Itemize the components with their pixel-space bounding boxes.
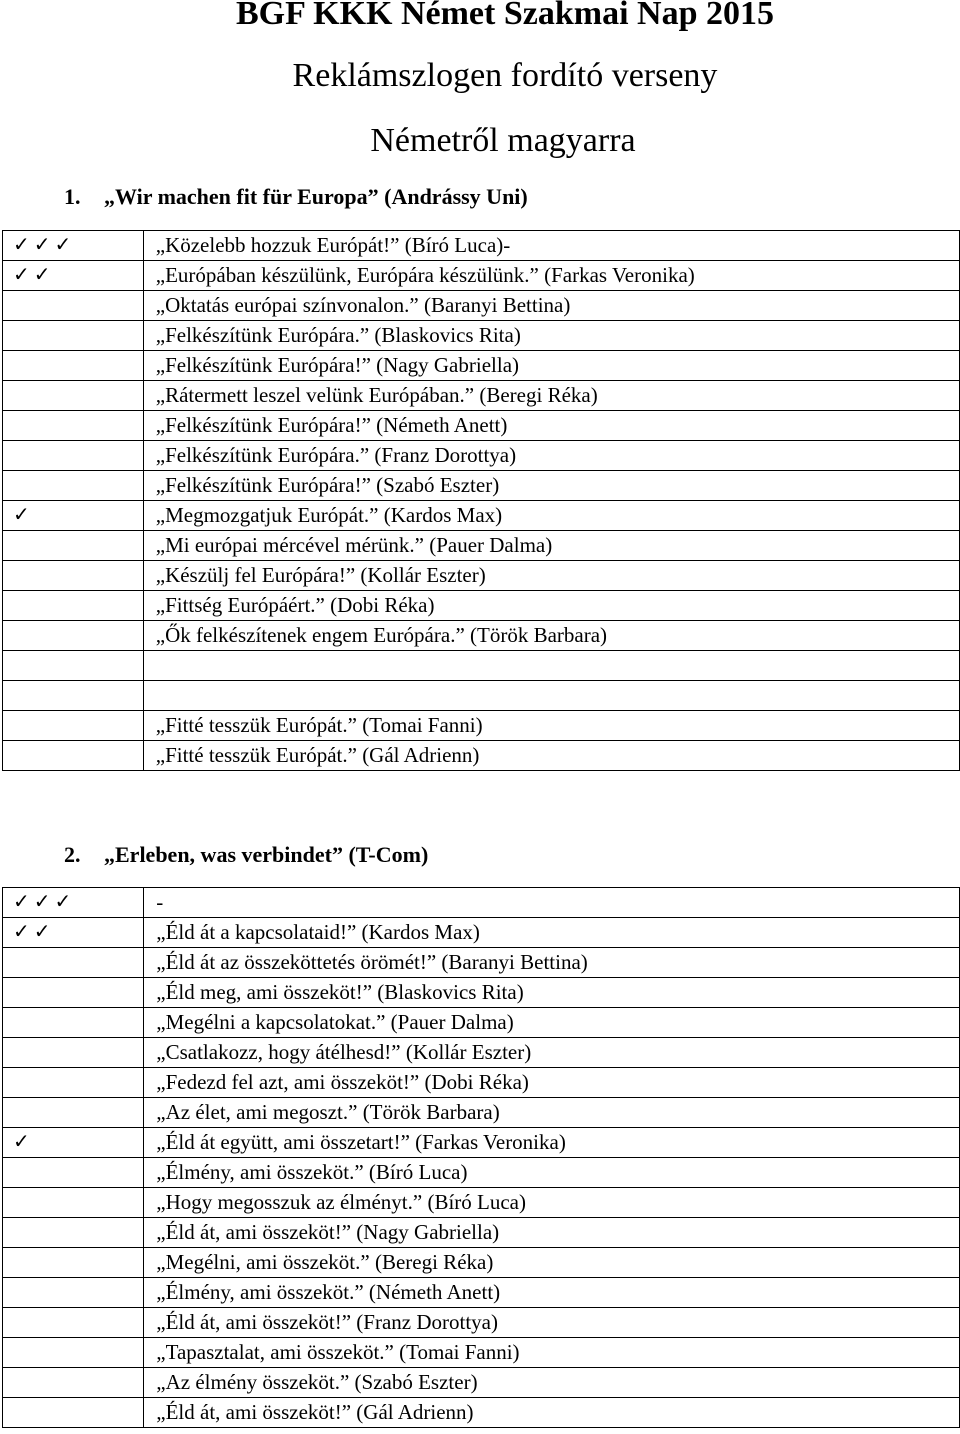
slogan-entry: „Az élmény összeköt.” (Szabó Eszter) [144, 1368, 960, 1398]
rating-checkmarks [3, 1158, 144, 1188]
section-2-number: 2. [64, 842, 81, 867]
table-row [3, 1158, 960, 1188]
slogan-entry: „Felkészítünk Európára!” (Szabó Eszter) [143, 471, 959, 501]
table-row [3, 1338, 960, 1368]
slogan-entry: „Megélni, ami összeköt.” (Beregi Réka) [144, 1248, 960, 1278]
slogan-entry: „Éld át az összeköttetés örömét!” (Baranyi Bettina) [144, 948, 960, 978]
rating-checkmarks [3, 681, 144, 711]
table-row [3, 741, 960, 771]
rating-checkmarks: ✓ [3, 501, 144, 531]
section-1-heading [64, 184, 528, 210]
section-2-heading [64, 842, 428, 868]
table-row [3, 1278, 960, 1308]
slogan-entry: „Fitté tesszük Európát.” (Gál Adrienn) [143, 741, 959, 771]
table-row [3, 471, 960, 501]
table-row [3, 231, 960, 261]
section-1-title: „Wir machen fit für Europa” (Andrássy Uni) [104, 184, 528, 209]
slogan-entry: „Felkészítünk Európára!” (Nagy Gabriella) [143, 351, 959, 381]
table-row [3, 261, 960, 291]
table-row [3, 1398, 960, 1428]
slogan-entry: „Európában készülünk, Európára készülünk.” (Farkas Veronika) [143, 261, 959, 291]
rating-checkmarks [3, 441, 144, 471]
rating-checkmarks [3, 1308, 144, 1338]
rating-checkmarks [3, 591, 144, 621]
table-row [3, 531, 960, 561]
rating-checkmarks [3, 1398, 144, 1428]
rating-checkmarks [3, 948, 144, 978]
rating-checkmarks: ✓✓ [3, 261, 144, 291]
rating-checkmarks [3, 1098, 144, 1128]
table-row [3, 1218, 960, 1248]
rating-checkmarks [3, 471, 144, 501]
slogan-entry: „Felkészítünk Európára.” (Franz Dorottya) [143, 441, 959, 471]
table-row [3, 978, 960, 1008]
slogan-entry: „Éld át, ami összeköt!” (Gál Adrienn) [144, 1398, 960, 1428]
table-row [3, 561, 960, 591]
section-1-table [2, 230, 960, 771]
rating-checkmarks: ✓ [3, 1128, 144, 1158]
slogan-entry [143, 651, 959, 681]
rating-checkmarks: ✓✓ [3, 918, 144, 948]
rating-checkmarks [3, 978, 144, 1008]
slogan-entry: - [144, 888, 960, 918]
rating-checkmarks: ✓✓✓ [3, 231, 144, 261]
rating-checkmarks [3, 351, 144, 381]
rating-checkmarks [3, 381, 144, 411]
table-row [3, 501, 960, 531]
table-row [3, 621, 960, 651]
table-row [3, 1188, 960, 1218]
slogan-entry [143, 681, 959, 711]
rating-checkmarks [3, 1218, 144, 1248]
rating-checkmarks [3, 1278, 144, 1308]
slogan-entry: „Éld át a kapcsolataid!” (Kardos Max) [144, 918, 960, 948]
section-2-rows [3, 888, 960, 1428]
table-row [3, 888, 960, 918]
table-row [3, 1098, 960, 1128]
slogan-entry: „Oktatás európai színvonalon.” (Baranyi Bettina) [143, 291, 959, 321]
rating-checkmarks [3, 291, 144, 321]
slogan-entry: „Éld át, ami összeköt!” (Franz Dorottya) [144, 1308, 960, 1338]
slogan-entry: „Fitté tesszük Európát.” (Tomai Fanni) [143, 711, 959, 741]
rating-checkmarks [3, 1038, 144, 1068]
slogan-entry: „Tapasztalat, ami összeköt.” (Tomai Fanni) [144, 1338, 960, 1368]
table-row [3, 1308, 960, 1338]
page-title: BGF KKK Német Szakmai Nap 2015 [236, 0, 774, 32]
rating-checkmarks: ✓✓✓ [3, 888, 144, 918]
slogan-entry: „Rátermett leszel velünk Európában.” (Beregi Réka) [143, 381, 959, 411]
slogan-entry: „Fittség Európáért.” (Dobi Réka) [143, 591, 959, 621]
slogan-entry: „Mi európai mércével mérünk.” (Pauer Dalma) [143, 531, 959, 561]
slogan-entry: „Éld át, ami összeköt!” (Nagy Gabriella) [144, 1218, 960, 1248]
slogan-entry: „Éld meg, ami összeköt!” (Blaskovics Rita) [144, 978, 960, 1008]
table-row [3, 918, 960, 948]
rating-checkmarks [3, 741, 144, 771]
table-row [3, 291, 960, 321]
table-row [3, 381, 960, 411]
table-row [3, 948, 960, 978]
slogan-entry: „Az élet, ami megoszt.” (Török Barbara) [144, 1098, 960, 1128]
table-row [3, 1248, 960, 1278]
slogan-entry: „Megmozgatjuk Európát.” (Kardos Max) [143, 501, 959, 531]
rating-checkmarks [3, 1188, 144, 1218]
slogan-entry: „Hogy megosszuk az élményt.” (Bíró Luca) [144, 1188, 960, 1218]
slogan-entry: „Készülj fel Európára!” (Kollár Eszter) [143, 561, 959, 591]
slogan-entry: „Csatlakozz, hogy átélhesd!” (Kollár Eszter) [144, 1038, 960, 1068]
page-subtitle-direction: Németről magyarra [370, 122, 636, 159]
table-row [3, 351, 960, 381]
rating-checkmarks [3, 531, 144, 561]
rating-checkmarks [3, 411, 144, 441]
slogan-entry: „Éld át együtt, ami összetart!” (Farkas Veronika) [144, 1128, 960, 1158]
slogan-entry: „Felkészítünk Európára!” (Németh Anett) [143, 411, 959, 441]
table-row [3, 651, 960, 681]
page-subtitle: Reklámszlogen fordító verseny [292, 57, 718, 94]
slogan-entry: „Fedezd fel azt, ami összeköt!” (Dobi Réka) [144, 1068, 960, 1098]
slogan-entry: „Felkészítünk Európára.” (Blaskovics Rita) [143, 321, 959, 351]
rating-checkmarks [3, 711, 144, 741]
table-row [3, 1128, 960, 1158]
table-row [3, 441, 960, 471]
rating-checkmarks [3, 321, 144, 351]
section-1-number: 1. [64, 184, 81, 209]
rating-checkmarks [3, 1368, 144, 1398]
rating-checkmarks [3, 1068, 144, 1098]
table-row [3, 411, 960, 441]
table-row [3, 1008, 960, 1038]
rating-checkmarks [3, 1008, 144, 1038]
table-row [3, 1038, 960, 1068]
rating-checkmarks [3, 1248, 144, 1278]
table-row [3, 591, 960, 621]
slogan-entry: „Élmény, ami összeköt.” (Németh Anett) [144, 1278, 960, 1308]
rating-checkmarks [3, 621, 144, 651]
table-row [3, 1368, 960, 1398]
table-row [3, 681, 960, 711]
slogan-entry: „Ők felkészítenek engem Európára.” (Török Barbara) [143, 621, 959, 651]
section-2-title: „Erleben, was verbindet” (T-Com) [104, 842, 429, 867]
rating-checkmarks [3, 561, 144, 591]
rating-checkmarks [3, 651, 144, 681]
rating-checkmarks [3, 1338, 144, 1368]
table-row [3, 1068, 960, 1098]
section-1-rows [3, 231, 960, 771]
slogan-entry: „Közelebb hozzuk Európát!” (Bíró Luca)- [143, 231, 959, 261]
slogan-entry: „Megélni a kapcsolatokat.” (Pauer Dalma) [144, 1008, 960, 1038]
table-row [3, 321, 960, 351]
slogan-entry: „Élmény, ami összeköt.” (Bíró Luca) [144, 1158, 960, 1188]
table-row [3, 711, 960, 741]
section-2-table [2, 887, 960, 1428]
